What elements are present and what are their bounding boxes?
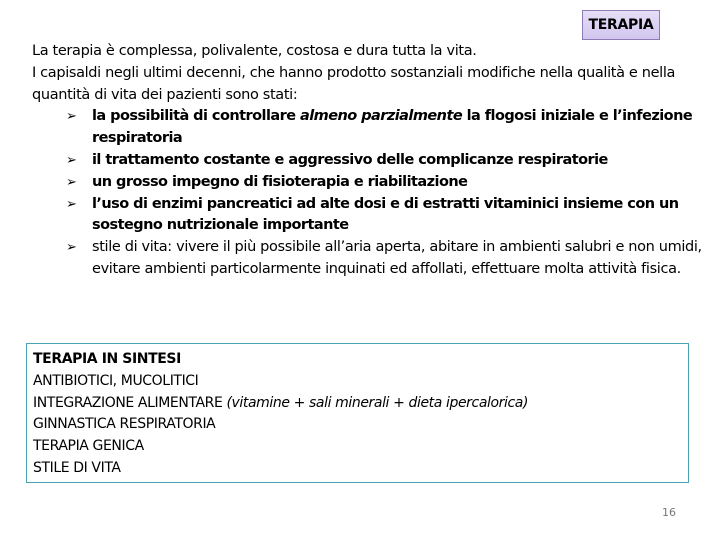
summary-line: INTEGRAZIONE ALIMENTARE (vitamine + sali minerali + dieta ipercalorica) [33,394,529,411]
milestones-list [32,106,702,280]
summary-note: (vitamine + sali minerali + dieta ipercalorica) [226,394,529,411]
arrow-bullet-icon: ➢ [66,196,77,212]
arrow-bullet-icon: ➢ [66,240,77,256]
intro-line-2: I capisaldi negli ultimi decenni, che hanno prodotto sostanziali modifiche nella qualità e nella quantità di vita dei pazienti sono stati: [32,64,676,103]
arrow-bullet-icon: ➢ [66,174,77,190]
summary-line: TERAPIA GENICA [33,438,144,455]
summary-heading: TERAPIA IN SINTESI [33,351,181,367]
arrow-bullet-icon: ➢ [66,152,77,168]
slide-title: TERAPIA [588,17,654,33]
list-item: ➢ la possibilità di controllare almeno parzialmente la flogosi iniziale e l’infezione respiratoria [66,108,693,147]
emphasis-text: almeno parzialmente [300,108,463,125]
list-item: ➢ il trattamento costante e aggressivo delle complicanze respiratorie [92,150,702,172]
list-item: ➢ l’uso di enzimi pancreatici ad alte dosi e di estratti vitaminici insieme con un sostegno nutrizionale importante [66,195,679,234]
slide-title-box [582,10,660,40]
page-number: 16 [662,506,676,519]
list-item: ➢ stile di vita: vivere il più possibile all’aria aperta, abitare in ambienti salubri e non umidi, evitare ambienti particolarmente inquinati ed affollati, effettuare molta attività fisica. [66,239,702,277]
intro-line-1: La terapia è complessa, polivalente, costosa e dura tutta la vita. [32,43,477,59]
summary-line: GINNASTICA RESPIRATORIA [33,416,216,433]
summary-line: ANTIBIOTICI, MUCOLITICI [33,372,199,389]
summary-line: STILE DI VITA [33,459,121,476]
list-item: ➢ un grosso impegno di fisioterapia e riabilitazione [92,172,702,194]
arrow-bullet-icon: ➢ [66,109,77,125]
slide-body [32,41,702,281]
therapy-summary-box [26,343,689,483]
